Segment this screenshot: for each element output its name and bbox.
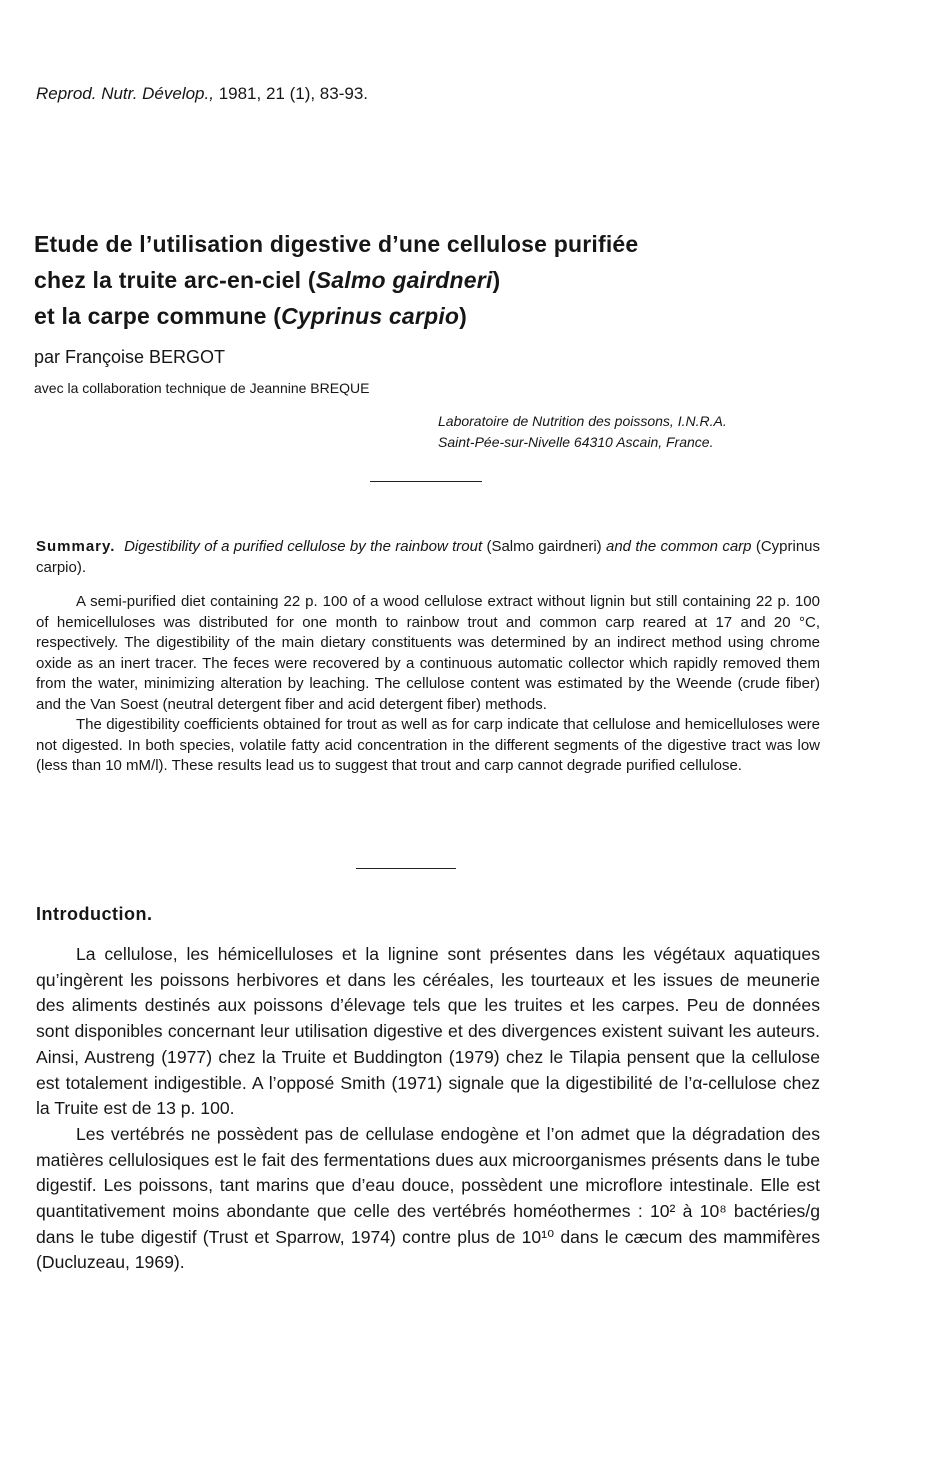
title-species-trout: Salmo gairdneri [315,267,493,293]
separator-rule-bottom [356,868,456,869]
title-line-1: Etude de l’utilisation digestive d’une cellulose purifiée [34,231,639,257]
summary-section [36,537,820,777]
summary-title-d: (Cyprinus carpio). [36,538,821,576]
title-line-3-pre: et la carpe commune ( [34,303,282,329]
affiliation [438,411,727,453]
separator-rule-top [370,481,482,482]
summary-label: Summary. [36,538,116,555]
title-line-2-pre: chez la truite arc-en-ciel ( [34,267,316,293]
introduction-body [36,942,820,1276]
journal-citation [36,84,368,104]
summary-paragraph-2: The digestibility coefficients obtained for trout as well as for carp indicate that cellulose and hemicelluloses were not digested. In both species, volatile fatty acid concentration in the different segments of the digestive tract was low (less than 10 mM/l). These results lead us to suggest that trout and carp cannot degrade purified cellulose. [36,716,820,774]
introduction-paragraph-2: Les vertébrés ne possèdent pas de cellulase endogène et l’on admet que la dégradation des matières cellulosiques est le fait des fermentations dues aux microorganismes présents dans le tube digestif. Les poissons, tant marins que d’eau douce, possèdent une microflore intestinale. Elle est quantitativement moins abondante que celle des vertébrés homéothermes : 10² à 10⁸ bactéries/g dans le tube digestif (Trust et Sparrow, 1974) contre plus de 10¹⁰ dans le cæcum des mammifères (Ducluzeau, 1969). [36,1123,820,1273]
author-line: par Françoise BERGOT [34,347,226,367]
journal-name: Reprod. Nutr. Dévelop., [36,84,214,103]
summary-paragraph-1: A semi-purified diet containing 22 p. 100 of a wood cellulose extract without lignin but still containing 22 p. 100 of hemicelluloses was distributed for one month to rainbow trout and common carp reared at 17 and 20 °C, respectively. The digestibility of the main dietary constituents was determined by an indirect method using chrome oxide as an inert tracer. The feces were recovered by a continuous automatic collector which rapidly removed them from the water, minimizing alteration by leaching. The cellulose content was estimated by the Weende (crude fiber) and the Van Soest (neutral detergent fiber and acid detergent fiber) methods. [36,593,820,713]
title-species-carp: Cyprinus carpio [281,303,460,329]
summary-title-a: Digestibility of a purified cellulose by the rainbow trout [124,538,483,555]
summary-title [36,537,820,578]
affiliation-line-1: Laboratoire de Nutrition des poissons, I.N.R.A. [438,413,727,429]
introduction-paragraph-1: La cellulose, les hémicelluloses et la lignine sont présentes dans les végétaux aquatiques qu’ingèrent les poissons herbivores et dans les céréales, les tourteaux et les issues de meunerie des aliments destinés aux poissons d’élevage tels que les truites et les carpes. Peu de données sont disponibles concernant leur utilisation digestive et des divergences existent suivant les auteurs. Ainsi, Austreng (1977) chez la Truite et Buddington (1979) chez le Tilapia pensent que la cellulose est totalement indigestible. A l’opposé Smith (1971) signale que la digestibilité de l’α-cellulose chez la Truite est de 13 p. 100. [36,944,820,1119]
summary-title-b: (Salmo gairdneri) [486,538,602,555]
title-line-3-post: ) [459,303,468,329]
title-line-2-post: ) [492,267,501,293]
collaboration-line: avec la collaboration technique de Jeannine BREQUE [34,380,370,396]
affiliation-line-2: Saint-Pée-sur-Nivelle 64310 Ascain, France. [438,434,714,450]
journal-issue: 1981, 21 (1), 83-93. [218,84,369,103]
introduction-heading: Introduction. [36,904,153,924]
article-title [34,226,638,334]
summary-title-c: and the common carp [605,538,752,555]
